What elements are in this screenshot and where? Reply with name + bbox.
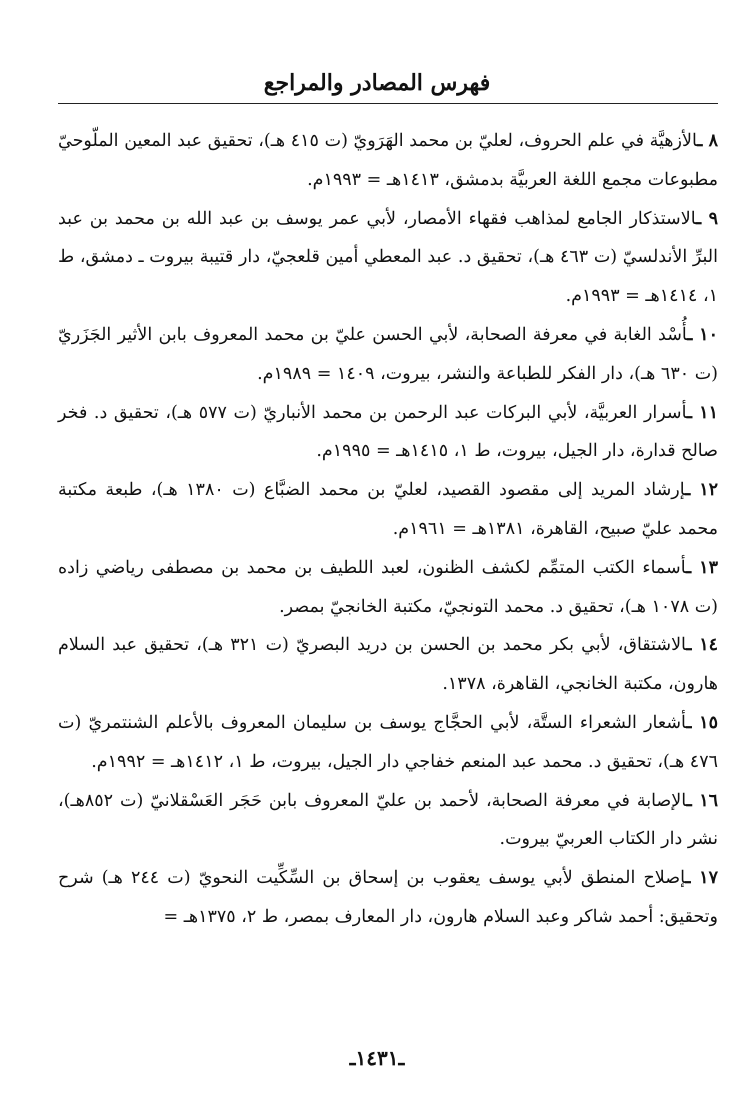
entry-number: ١٥ ـ (686, 712, 718, 733)
reference-entry (58, 471, 718, 549)
reference-entry (58, 782, 718, 860)
references-list (58, 122, 718, 937)
entry-text: الأزهيَّة في علم الحروف، لعليّ بن محمد الهَرَويّ (ت ٤١٥ هـ)، تحقيق عبد المعين الملّوحيّ مطبوعات مجمع اللغة العربيَّة بدمشق، ١٤١٣هـ = ١٩٩٣م. (58, 131, 718, 190)
entry-text: أشعار الشعراء الستَّة، لأبي الحجَّاج يوسف بن سليمان المعروف بالأعلم الشنتمريّ (ت ٤٧٦ هـ)، تحقيق د. محمد عبد المنعم خفاجي دار الجيل، بيروت، ط ١، ١٤١٢هـ = ١٩٩٢م. (58, 712, 718, 772)
reference-entry (58, 549, 718, 627)
page-number: ـ١٤٣١ـ (349, 1046, 405, 1070)
entry-text: إصلاح المنطق لأبي يوسف يعقوب بن إسحاق بن السِّكِّيت النحويّ (ت ٢٤٤ هـ) شرح وتحقيق: أحمد شاكر وعبد السلام هارون، دار المعارف بمصر، ط ٢، ١٣٧٥هـ = (58, 868, 718, 927)
entry-number: ١٣ ـ (686, 557, 718, 578)
entry-text: أسماء الكتب المتمِّم لكشف الظنون، لعبد اللطيف بن محمد بن مصطفى رياضي زاده (ت ١٠٧٨ هـ)، تحقيق د. محمد التونجيّ، مكتبة الخانجيّ بمصر. (58, 557, 718, 617)
entry-number: ١٤ ـ (686, 635, 719, 656)
entry-text: الاشتقاق، لأبي بكر محمد بن الحسن بن دريد البصريّ (ت ٣٢١ هـ)، تحقيق عبد السلام هارون، مكتبة الخانجي، القاهرة، ١٣٧٨. (58, 635, 718, 695)
reference-entry (58, 316, 718, 394)
entry-text: أُسْد الغابة في معرفة الصحابة، لأبي الحسن عليّ بن محمد المعروف بابن الأثير الجَزَريّ (ت ٦٣٠ هـ)، دار الفكر للطباعة والنشر، بيروت، ١٤٠٩ = ١٩٨٩م. (58, 324, 718, 384)
entry-number: ١٧ ـ (685, 868, 718, 889)
entry-number: ١١ ـ (686, 402, 718, 423)
reference-entry (58, 200, 718, 316)
reference-entry (58, 626, 718, 704)
header-divider (58, 103, 718, 104)
entry-text: إرشاد المريد إلى مقصود القصيد، لعليّ بن محمد الضبَّاع (ت ١٣٨٠ هـ)، طبعة مكتبة محمد عليّ صبيح، القاهرة، ١٣٨١هـ = ١٩٦١م. (58, 480, 718, 539)
entry-text: الاستذكار الجامع لمذاهب فقهاء الأمصار، لأبي عمر يوسف بن عبد الله بن محمد بن عبد البرِّ الأندلسيّ (ت ٤٦٣ هـ)، تحقيق د. عبد المعطي أمين قلعجيّ، دار قتيبة بيروت ـ دمشق، ط ١، ١٤١٤هـ = ١٩٩٣م. (58, 208, 718, 307)
entry-number: ١٠ ـ (687, 324, 718, 345)
entry-number: ٨ ـ (697, 131, 718, 151)
reference-entry (58, 704, 718, 782)
page-title: فهرس المصادر والمراجع (263, 70, 491, 96)
entry-text: الإصابة في معرفة الصحابة، لأحمد بن عليّ المعروف بابن حَجَر العَسْقلانيّ (ت ٨٥٢هـ)، نشر دار الكتاب العربيّ بيروت. (58, 790, 718, 850)
reference-entry (58, 394, 718, 472)
entry-number: ٩ ـ (696, 208, 718, 229)
entry-number: ١٢ ـ (685, 480, 718, 501)
entry-text: أسرار العربيَّة، لأبي البركات عبد الرحمن بن محمد الأنباريّ (ت ٥٧٧ هـ)، تحقيق د. فخر صالح قدارة، دار الجيل، بيروت، ط ١، ١٤١٥هـ = ١٩٩٥م. (58, 402, 718, 462)
entry-number: ١٦ ـ (686, 790, 718, 811)
reference-entry (58, 859, 718, 937)
reference-entry (58, 122, 718, 200)
